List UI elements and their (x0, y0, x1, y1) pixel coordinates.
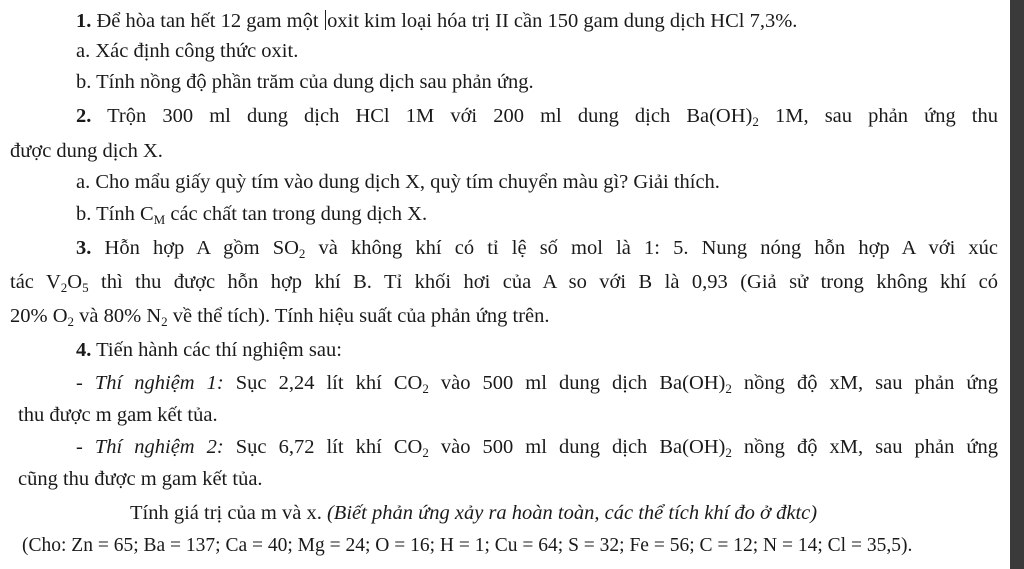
question-4-note: (Biết phản ứng xảy ra hoàn toàn, các thể tích khí đo ở đktc) (326, 502, 818, 524)
question-3-number: 3. (76, 237, 92, 259)
question-3-l2-text-2: O (67, 271, 83, 293)
question-3-line-1 (76, 236, 998, 260)
question-4-title (76, 338, 342, 362)
question-3-line-3 (10, 304, 550, 328)
question-2-text-1: Trộn 300 ml dung dịch HCl 1M với 200 ml dung dịch Ba(OH) (91, 105, 753, 127)
question-2-text-2: 1M, sau phản ứng thu (758, 105, 998, 127)
text-cursor (325, 10, 327, 30)
experiment-2-cont: cũng thu được m gam kết tủa. (18, 468, 263, 490)
question-3-line-2 (10, 270, 998, 294)
experiment-2-text-3: nồng độ xM, sau phản ứng (731, 436, 999, 458)
question-4-number: 4. (76, 339, 92, 361)
question-2-line (76, 104, 998, 128)
experiment-1-label: Thí nghiệm 1: (94, 372, 224, 394)
experiment-1-sub-1: 2 (422, 381, 429, 396)
experiment-1-text-1: Sục 2,24 lít khí CO (223, 372, 423, 394)
question-3-l3-text-1: 20% O (10, 305, 68, 327)
question-2b (76, 202, 427, 226)
question-3-l2-sub-1: 2 (60, 280, 68, 295)
experiment-1-sub-2: 2 (725, 381, 732, 396)
question-2b-sub: M (153, 212, 166, 227)
question-3-l3-sub-1: 2 (67, 314, 75, 329)
question-2-number: 2. (76, 105, 92, 127)
experiment-2-line: - Thí nghiệm 2: Sục 6,72 lít khí $CO_2$ vào 500 ml dung dịch $Ba(OH)_2$ nồng độ xM, sau phản ứng (76, 436, 999, 460)
question-1b: b. Tính nồng độ phần trăm của dung dịch sau phản ứng. (76, 71, 534, 93)
question-1-number: 1. (76, 10, 92, 32)
question-3-l3-text-2: và 80% N (74, 305, 162, 327)
experiment-2-sub-1: 2 (422, 445, 429, 460)
question-4-ask (130, 501, 817, 525)
question-2a: a. Cho mẩu giấy quỳ tím vào dung dịch X, quỳ tím chuyển màu gì? Giải thích. (76, 171, 720, 193)
question-2-cont: được dung dịch X. (10, 140, 163, 162)
experiment-1-text-3: nồng độ xM, sau phản ứng (731, 372, 999, 394)
question-3-l1-text-2: và không khí có tỉ lệ số mol là 1: 5. Nung nóng hỗn hợp A với xúc (305, 237, 998, 259)
question-3-l2-text-3: thì thu được hỗn hợp khí B. Tỉ khối hơi của A so với B là 0,93 (Giả sử trong không khí có (88, 271, 999, 293)
question-2-sub: 2 (752, 114, 759, 129)
question-3-l3-sub-2: 2 (161, 314, 168, 329)
question-3-l1-text-1: Hỗn hợp A gồm SO (91, 237, 299, 259)
question-3-l2-text-1: tác V (10, 271, 61, 293)
page-edge (1010, 0, 1024, 569)
question-4-ask-text: Tính giá trị của m và x. (130, 502, 327, 524)
experiment-2-label: Thí nghiệm 2: (94, 436, 224, 458)
question-2b-text-2: các chất tan trong dung dịch X. (165, 203, 428, 225)
question-1-text-b: oxit kim loại hóa trị II cần 150 gam dung dịch HCl 7,3%. (327, 10, 798, 32)
experiment-1-cont: thu được m gam kết tủa. (18, 404, 218, 426)
experiment-2-sub-2: 2 (725, 445, 732, 460)
question-1a: a. Xác định công thức oxit. (76, 40, 299, 62)
question-3-l3-text-3: về thể tích). Tính hiệu suất của phản ứng trên. (167, 305, 550, 327)
experiment-2-text-1: Sục 6,72 lít khí CO (223, 436, 423, 458)
question-4-title-text: Tiến hành các thí nghiệm sau: (91, 339, 342, 361)
experiment-2-text-2: vào 500 ml dung dịch Ba(OH) (428, 436, 726, 458)
question-2b-text-1: b. Tính C (76, 203, 154, 225)
question-3-l1-sub: 2 (298, 246, 306, 261)
experiment-1-text-2: vào 500 ml dung dịch Ba(OH) (428, 372, 726, 394)
experiment-1-line: - Thí nghiệm 1: Sục 2,24 lít khí $CO_2$ vào 500 ml dung dịch $Ba(OH)_2$ nồng độ xM, sau phản ứng (76, 372, 999, 396)
question-3-l2-sub-2: 5 (82, 280, 89, 295)
question-1-line (76, 9, 797, 33)
given-constants: (Cho: Zn = 65; Ba = 137; Ca = 40; Mg = 24; O = 16; H = 1; Cu = 64; S = 32; Fe = 56; C = 12; N = 14; Cl = 35,5). (22, 535, 913, 556)
question-1-text-a: Để hòa tan hết 12 gam một (91, 10, 324, 32)
